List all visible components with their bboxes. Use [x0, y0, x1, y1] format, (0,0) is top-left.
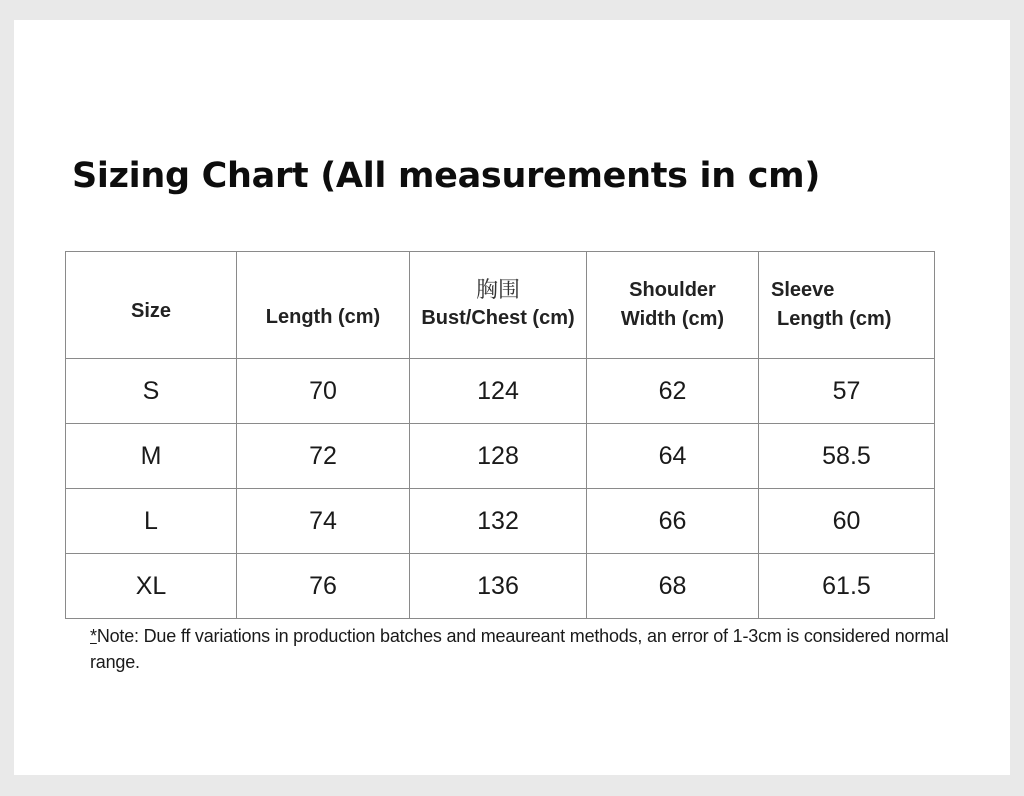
header-shoulder-line2: Width (cm) [620, 308, 725, 330]
sizing-table [65, 251, 935, 619]
header-sleeve [759, 252, 935, 359]
cell-sleeve: 60 [759, 489, 935, 554]
header-sleeve-line2: Length (cm) [777, 308, 892, 330]
cell-shoulder: 66 [587, 489, 759, 554]
table-row [66, 489, 935, 554]
header-bust-chinese-label: 胸围 [475, 277, 520, 303]
cell-bust: 136 [410, 554, 587, 619]
header-shoulder [587, 252, 759, 359]
sizing-card [14, 20, 1010, 775]
cell-length: 76 [237, 554, 410, 619]
table-row [66, 424, 935, 489]
cell-sleeve: 57 [759, 359, 935, 424]
header-bust-label: Bust/Chest (cm) [421, 306, 575, 329]
table-header-row [66, 252, 935, 359]
cell-size: S [66, 359, 237, 424]
cell-sleeve: 58.5 [759, 424, 935, 489]
header-shoulder-line1: Shoulder [629, 279, 716, 301]
cell-size: L [66, 489, 237, 554]
header-size [66, 252, 237, 359]
cell-shoulder: 62 [587, 359, 759, 424]
cell-shoulder: 64 [587, 424, 759, 489]
table-row [66, 554, 935, 619]
header-length [237, 252, 410, 359]
header-length-label: Length (cm) [265, 305, 381, 328]
table-row [66, 359, 935, 424]
cell-length: 70 [237, 359, 410, 424]
note-asterisk: * [90, 626, 97, 646]
cell-bust: 124 [410, 359, 587, 424]
cell-size: M [66, 424, 237, 489]
cell-sleeve: 61.5 [759, 554, 935, 619]
measurement-note [90, 623, 970, 675]
cell-bust: 128 [410, 424, 587, 489]
cell-length: 72 [237, 424, 410, 489]
cell-shoulder: 68 [587, 554, 759, 619]
cell-length: 74 [237, 489, 410, 554]
header-sleeve-line1: Sleeve [771, 279, 835, 301]
header-bust [410, 252, 587, 359]
cell-size: XL [66, 554, 237, 619]
cell-bust: 132 [410, 489, 587, 554]
page-title: Sizing Chart (All measurements in cm) [72, 156, 821, 196]
header-size-label: Size [130, 299, 172, 322]
note-text: Note: Due ff variations in production batches and meaureant methods, an error of 1-3cm is considered normal range. [90, 626, 949, 672]
